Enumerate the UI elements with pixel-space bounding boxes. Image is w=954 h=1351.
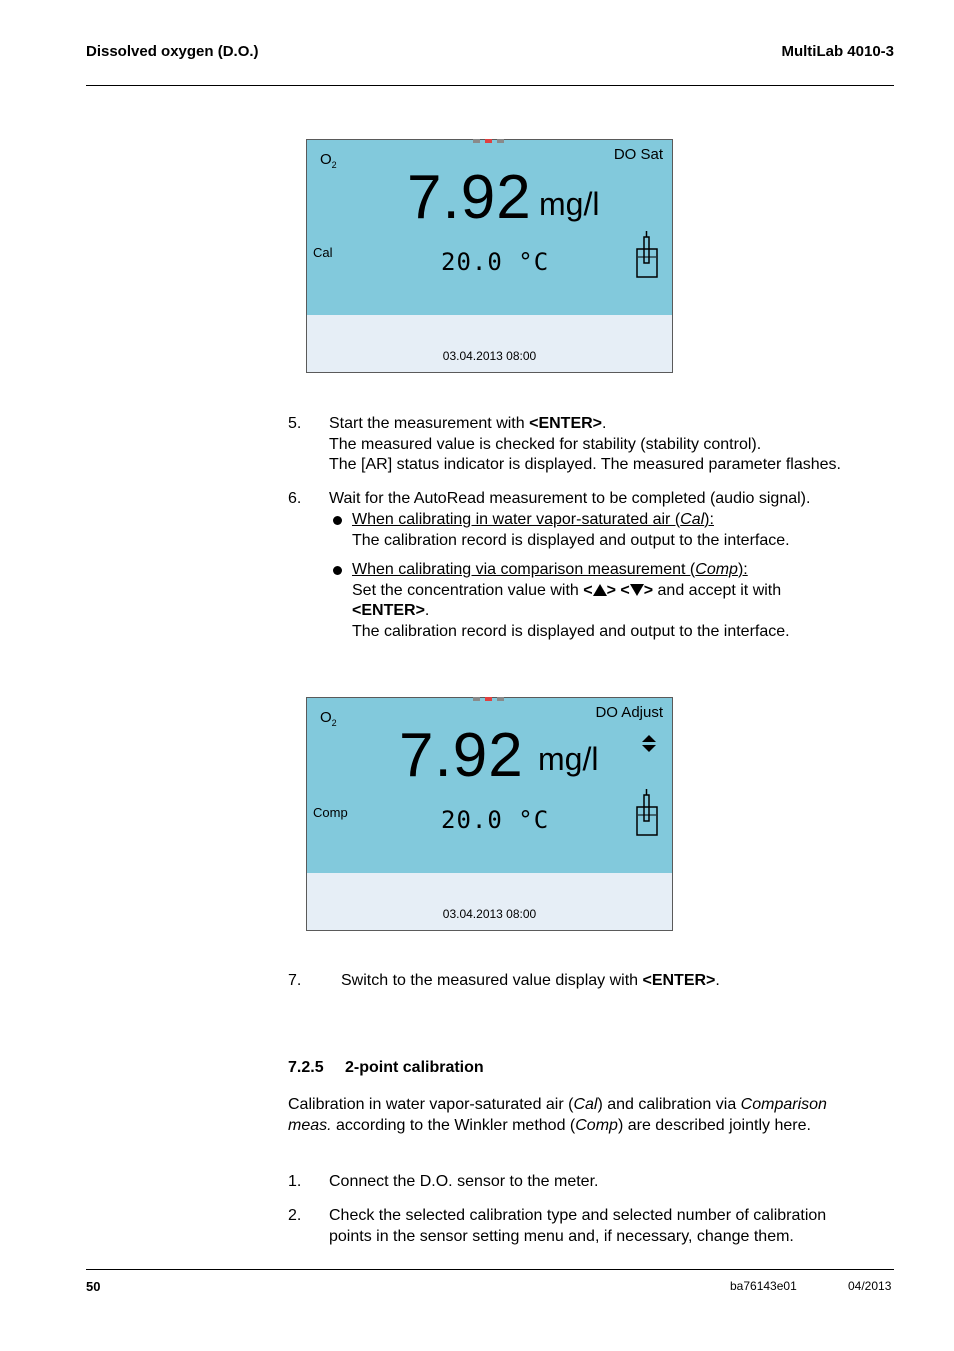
measured-value: 7.92 xyxy=(399,721,524,790)
arrow-up-icon xyxy=(593,584,607,596)
section-number: 7.2.5 xyxy=(288,1059,324,1076)
bullet-cal: When calibrating in water vapor-saturated air (Cal): The calibration record is displayed and output to the interface. xyxy=(352,511,790,549)
temperature: 20.0 °C xyxy=(441,806,550,834)
step-5-text: Start the measurement with <ENTER>. The measured value is checked for stability (stability control). The [AR] status indicator is displayed. The measured parameter flashes. xyxy=(329,415,841,473)
bullet-icon xyxy=(333,516,342,525)
cal-label: Comp xyxy=(313,805,348,820)
header-rule xyxy=(86,85,894,86)
bullet-icon xyxy=(333,566,342,575)
step-number: 7. xyxy=(288,972,302,989)
sensor-beaker-icon xyxy=(634,231,660,279)
mode-label: DO Sat xyxy=(613,146,663,163)
value-unit: mg/l xyxy=(539,186,600,222)
step-1-text: Connect the D.O. sensor to the meter. xyxy=(329,1173,599,1190)
value-unit: mg/l xyxy=(538,741,599,777)
sensor-beaker-icon xyxy=(634,789,660,837)
step-2-text: Check the selected calibration type and selected number of calibration points in the sensor setting menu and, if necessary, change them. xyxy=(329,1207,827,1245)
doc-number: ba76143e01 xyxy=(730,1279,797,1293)
measured-value: 7.92 xyxy=(407,163,532,232)
up-down-arrows-icon xyxy=(641,735,657,753)
bullet-comp: When calibrating via comparison measurement (Comp): Set the concentration value with < > < > and accept it with <ENTER>. The calibration record is displayed and output to the interface. xyxy=(352,561,790,640)
step-number: 5. xyxy=(288,415,302,432)
section-paragraph: Calibration in water vapor-saturated air (Cal) and calibration via Comparison meas. according to the Winkler method (Comp) are described jointly here. xyxy=(288,1096,827,1134)
arrow-down-icon xyxy=(630,584,644,596)
page-number: 50 xyxy=(86,1279,101,1294)
meter-display-do-sat xyxy=(306,139,673,373)
meter-display-do-adjust xyxy=(306,697,673,931)
header-title-left: Dissolved oxygen (D.O.) xyxy=(86,43,259,60)
date-time: 03.04.2013 08:00 xyxy=(442,349,537,363)
step-number: 2. xyxy=(288,1207,302,1224)
header-title-right: MultiLab 4010-3 xyxy=(781,43,894,60)
status-dots xyxy=(473,697,505,701)
doc-date: 04/2013 xyxy=(848,1279,892,1293)
step-number: 1. xyxy=(288,1173,302,1190)
date-time: 03.04.2013 08:00 xyxy=(442,907,537,921)
mode-label: DO Adjust xyxy=(595,704,663,721)
o2-label: $O_2$ xyxy=(320,151,337,170)
step-number: 6. xyxy=(288,490,302,507)
o2-label: $O_2$ xyxy=(320,709,337,728)
temperature: 20.0 °C xyxy=(441,248,550,276)
status-dots xyxy=(473,139,505,143)
step-7-text: Switch to the measured value display with <ENTER>. xyxy=(341,972,720,989)
footer-rule xyxy=(86,1269,894,1270)
cal-label: Cal xyxy=(313,245,333,260)
step-6-text: Wait for the AutoRead measurement to be completed (audio signal). xyxy=(329,490,811,507)
section-title: 2-point calibration xyxy=(345,1059,484,1076)
